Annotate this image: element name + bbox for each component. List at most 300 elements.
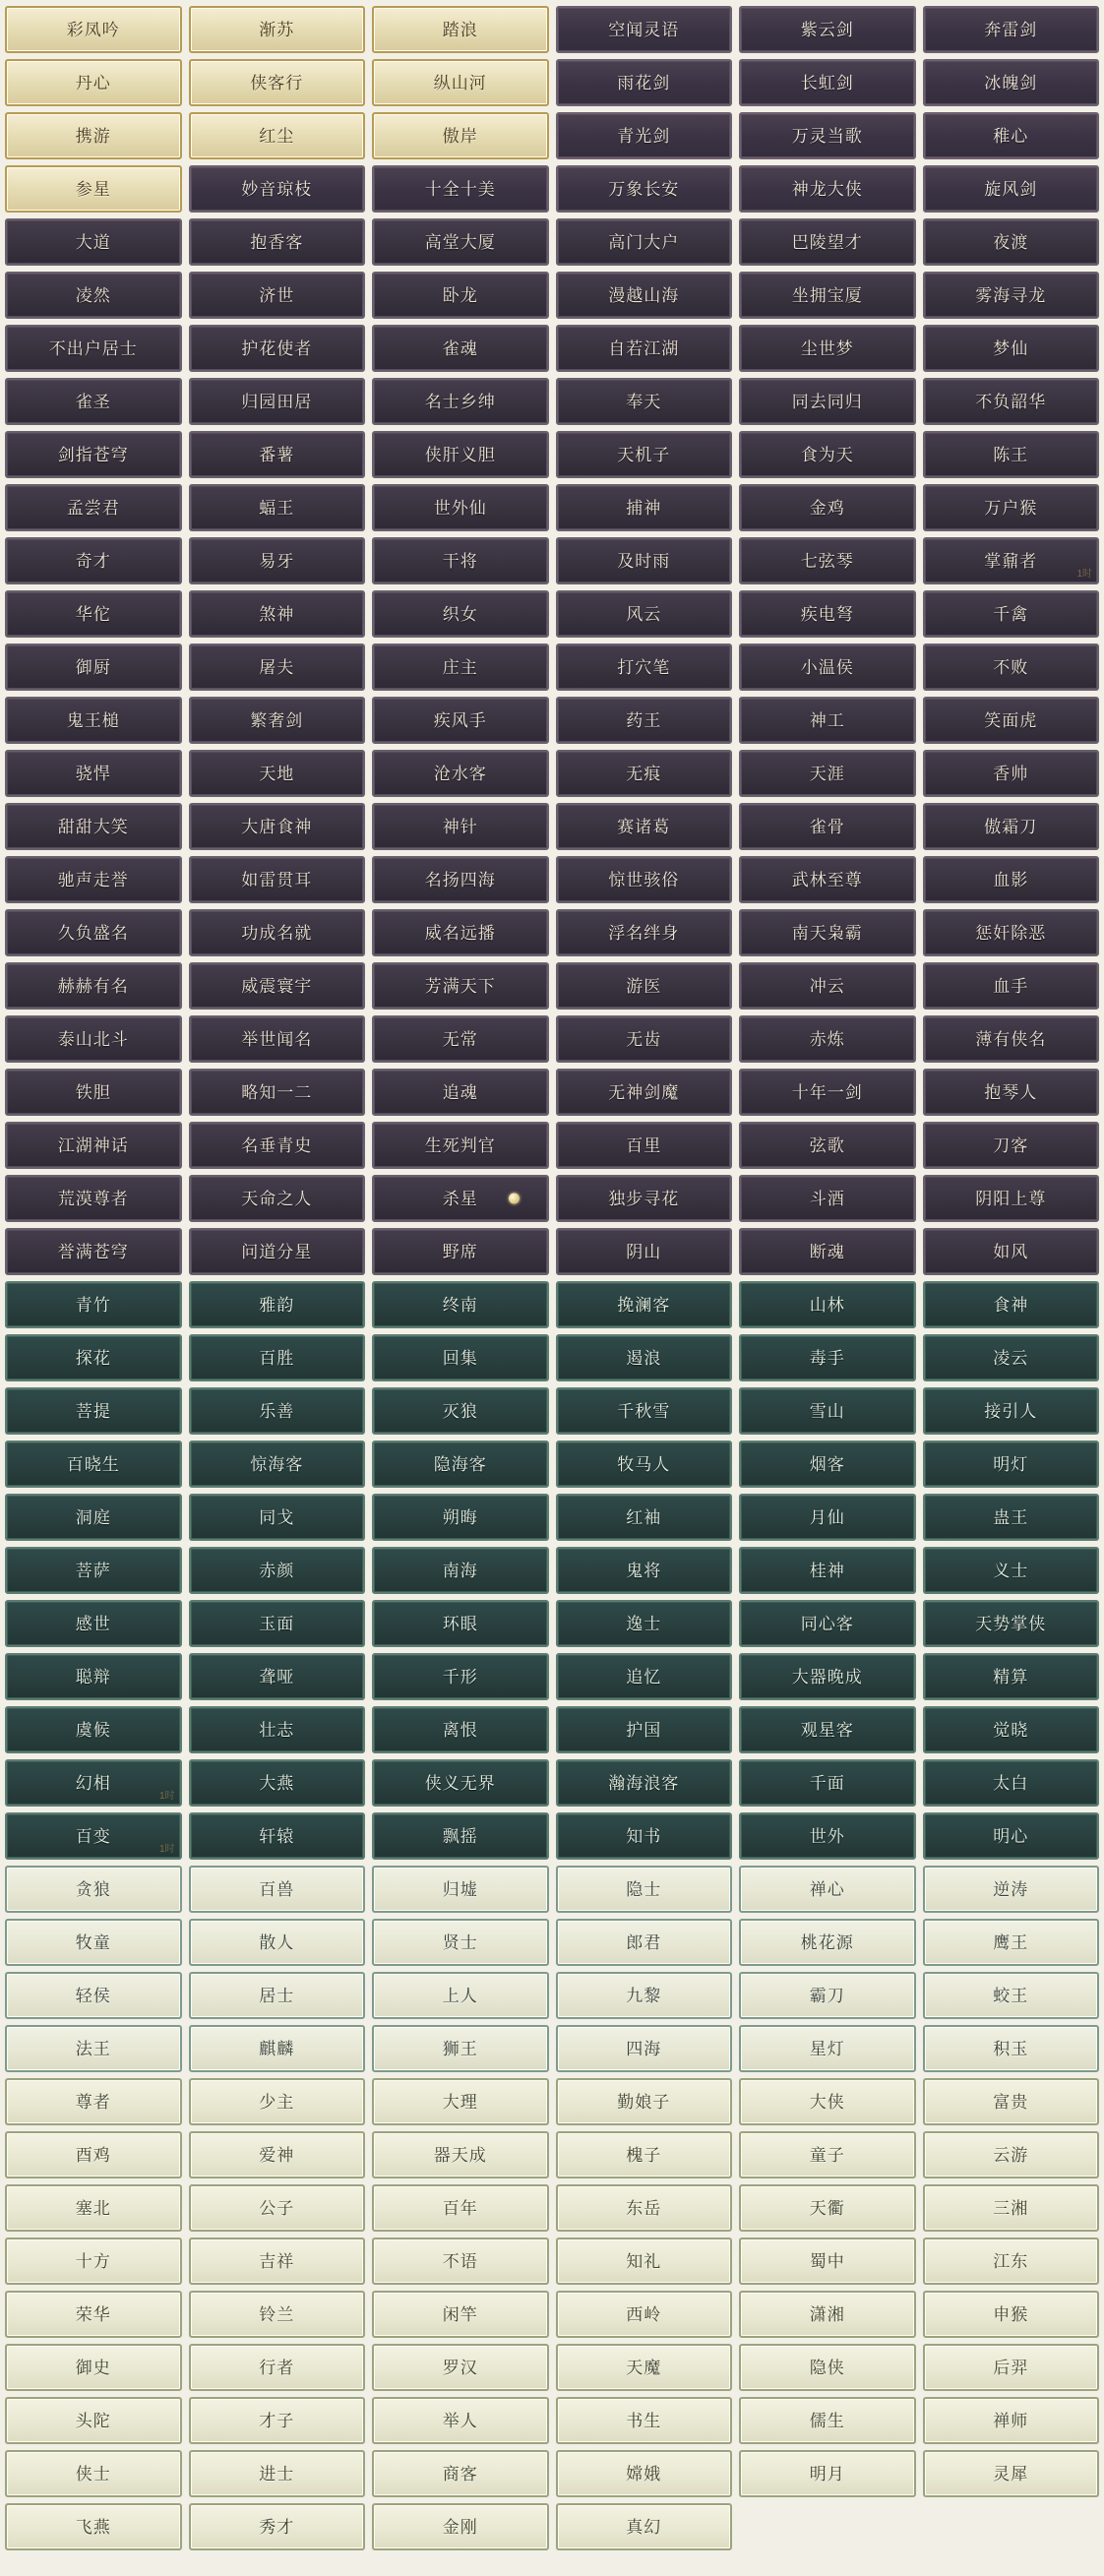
title-cell[interactable] xyxy=(372,165,549,213)
title-cell[interactable] xyxy=(189,112,366,159)
title-cell[interactable] xyxy=(5,962,182,1010)
title-cell-label: 问道分星 xyxy=(241,1242,313,1261)
title-cell[interactable] xyxy=(372,1387,549,1435)
title-cell-label: 后羿 xyxy=(993,2358,1029,2377)
title-cell[interactable] xyxy=(5,2184,182,2232)
title-cell[interactable] xyxy=(923,218,1100,266)
title-cell[interactable] xyxy=(923,1015,1100,1063)
title-cell[interactable] xyxy=(923,1547,1100,1594)
title-cell[interactable] xyxy=(372,2344,549,2391)
title-cell[interactable] xyxy=(372,1175,549,1222)
title-cell[interactable] xyxy=(372,1228,549,1275)
title-cell[interactable] xyxy=(5,218,182,266)
title-cell[interactable] xyxy=(189,697,366,744)
title-cell[interactable] xyxy=(556,1972,733,2019)
title-cell[interactable] xyxy=(372,1494,549,1541)
title-cell[interactable] xyxy=(5,1015,182,1063)
title-cell[interactable] xyxy=(372,2184,549,2232)
title-cell[interactable] xyxy=(923,1653,1100,1700)
title-cell[interactable] xyxy=(372,2025,549,2072)
title-cell[interactable] xyxy=(739,1600,916,1647)
title-cell[interactable] xyxy=(923,59,1100,106)
title-cell[interactable] xyxy=(923,2397,1100,2444)
title-cell[interactable] xyxy=(372,1281,549,1328)
title-cell[interactable] xyxy=(923,6,1100,53)
title-cell[interactable] xyxy=(189,1122,366,1169)
title-cell[interactable] xyxy=(739,378,916,425)
title-cell[interactable] xyxy=(5,2397,182,2444)
title-cell[interactable] xyxy=(189,2397,366,2444)
title-cell[interactable] xyxy=(739,2131,916,2178)
title-cell[interactable] xyxy=(372,325,549,372)
title-cell[interactable] xyxy=(739,2450,916,2497)
title-cell[interactable] xyxy=(5,803,182,850)
title-cell[interactable] xyxy=(372,1015,549,1063)
title-cell[interactable] xyxy=(923,378,1100,425)
title-cell[interactable] xyxy=(372,272,549,319)
title-cell[interactable] xyxy=(923,1494,1100,1541)
title-cell[interactable] xyxy=(556,484,733,531)
title-cell[interactable] xyxy=(739,1122,916,1169)
title-cell[interactable] xyxy=(189,750,366,797)
title-cell[interactable] xyxy=(739,2184,916,2232)
title-cell[interactable] xyxy=(5,2291,182,2338)
title-cell[interactable] xyxy=(923,165,1100,213)
title-cell[interactable] xyxy=(5,537,182,584)
title-cell[interactable] xyxy=(739,1494,916,1541)
title-cell[interactable] xyxy=(556,1069,733,1116)
title-cell[interactable] xyxy=(739,590,916,638)
title-cell[interactable] xyxy=(189,2184,366,2232)
title-cell[interactable] xyxy=(556,6,733,53)
title-cell[interactable] xyxy=(739,697,916,744)
title-cell[interactable] xyxy=(556,2078,733,2125)
title-cell[interactable] xyxy=(189,2238,366,2285)
title-cell[interactable] xyxy=(372,590,549,638)
title-cell[interactable] xyxy=(923,750,1100,797)
title-cell[interactable] xyxy=(372,1653,549,1700)
title-cell[interactable] xyxy=(5,1706,182,1753)
title-cell[interactable] xyxy=(189,1175,366,1222)
title-cell[interactable] xyxy=(923,1919,1100,1966)
title-cell[interactable] xyxy=(372,750,549,797)
title-cell[interactable] xyxy=(372,1441,549,1488)
title-cell[interactable] xyxy=(5,325,182,372)
title-cell[interactable] xyxy=(556,590,733,638)
title-cell[interactable] xyxy=(556,1759,733,1807)
title-cell[interactable] xyxy=(5,697,182,744)
title-cell[interactable] xyxy=(923,1441,1100,1488)
title-cell[interactable] xyxy=(372,1759,549,1807)
title-cell[interactable] xyxy=(372,2291,549,2338)
title-cell[interactable] xyxy=(556,165,733,213)
title-cell[interactable] xyxy=(739,2291,916,2338)
title-cell-label: 丹心 xyxy=(75,73,111,92)
title-cell[interactable] xyxy=(5,1972,182,2019)
title-cell[interactable] xyxy=(739,856,916,903)
title-cell[interactable] xyxy=(739,1812,916,1860)
title-cell[interactable] xyxy=(5,590,182,638)
title-cell[interactable] xyxy=(372,803,549,850)
title-cell-label: 济世 xyxy=(259,285,295,305)
title-cell[interactable] xyxy=(923,909,1100,956)
title-cell[interactable] xyxy=(739,1175,916,1222)
title-cell[interactable] xyxy=(372,2131,549,2178)
title-cell[interactable] xyxy=(739,1706,916,1753)
title-cell[interactable] xyxy=(372,2238,549,2285)
title-cell[interactable] xyxy=(372,2397,549,2444)
title-cell[interactable] xyxy=(923,590,1100,638)
title-cell[interactable] xyxy=(189,1228,366,1275)
title-cell[interactable] xyxy=(5,1919,182,1966)
title-cell[interactable] xyxy=(556,1706,733,1753)
title-cell[interactable] xyxy=(739,1441,916,1488)
title-cell[interactable] xyxy=(372,644,549,691)
title-cell[interactable] xyxy=(189,803,366,850)
title-cell[interactable] xyxy=(189,1387,366,1435)
title-cell-label: 铃兰 xyxy=(259,2304,295,2324)
title-cell[interactable] xyxy=(372,537,549,584)
title-cell[interactable] xyxy=(556,1175,733,1222)
title-cell[interactable] xyxy=(923,431,1100,478)
title-cell[interactable] xyxy=(372,962,549,1010)
title-cell-label: 万灵当歌 xyxy=(791,126,863,146)
title-cell[interactable] xyxy=(189,2344,366,2391)
title-cell[interactable] xyxy=(189,325,366,372)
title-cell[interactable] xyxy=(739,484,916,531)
title-cell[interactable] xyxy=(556,750,733,797)
title-cell[interactable] xyxy=(189,1069,366,1116)
title-cell[interactable] xyxy=(923,484,1100,531)
title-cell[interactable] xyxy=(5,1228,182,1275)
title-cell[interactable] xyxy=(556,537,733,584)
title-cell[interactable] xyxy=(5,1653,182,1700)
title-cell[interactable] xyxy=(739,962,916,1010)
title-cell[interactable] xyxy=(556,218,733,266)
title-cell[interactable] xyxy=(5,2078,182,2125)
title-cell[interactable] xyxy=(556,1919,733,1966)
title-cell[interactable] xyxy=(372,1812,549,1860)
title-cell[interactable] xyxy=(5,1175,182,1222)
title-cell[interactable] xyxy=(189,1972,366,2019)
title-cell-label: 隐士 xyxy=(626,1879,662,1899)
title-cell[interactable] xyxy=(372,1919,549,1966)
title-cell[interactable] xyxy=(556,697,733,744)
title-cell[interactable] xyxy=(372,1334,549,1381)
title-cell[interactable] xyxy=(5,1387,182,1435)
title-cell[interactable] xyxy=(372,2450,549,2497)
title-cell[interactable] xyxy=(739,644,916,691)
title-cell[interactable] xyxy=(5,1069,182,1116)
title-cell[interactable] xyxy=(189,484,366,531)
title-cell[interactable] xyxy=(5,112,182,159)
title-cell[interactable] xyxy=(189,1919,366,1966)
title-cell[interactable] xyxy=(372,218,549,266)
title-cell[interactable] xyxy=(372,484,549,531)
title-cell[interactable] xyxy=(189,1653,366,1700)
title-cell[interactable] xyxy=(5,1334,182,1381)
title-cell[interactable] xyxy=(189,6,366,53)
title-cell[interactable] xyxy=(923,2025,1100,2072)
title-cell[interactable] xyxy=(923,1600,1100,1647)
title-cell[interactable] xyxy=(923,1759,1100,1807)
title-cell[interactable] xyxy=(556,378,733,425)
title-cell[interactable] xyxy=(556,644,733,691)
title-cell[interactable] xyxy=(189,1015,366,1063)
title-cell[interactable] xyxy=(556,962,733,1010)
title-cell[interactable] xyxy=(5,1494,182,1541)
title-cell[interactable] xyxy=(556,1547,733,1594)
title-cell[interactable] xyxy=(5,378,182,425)
title-cell[interactable] xyxy=(556,1122,733,1169)
title-cell[interactable] xyxy=(556,1812,733,1860)
title-cell[interactable] xyxy=(556,909,733,956)
title-cell[interactable] xyxy=(923,325,1100,372)
title-cell[interactable] xyxy=(556,1334,733,1381)
title-cell[interactable] xyxy=(923,2450,1100,2497)
title-cell[interactable] xyxy=(923,2291,1100,2338)
title-cell[interactable] xyxy=(372,431,549,478)
title-cell[interactable] xyxy=(739,2078,916,2125)
title-cell[interactable] xyxy=(189,856,366,903)
title-cell[interactable] xyxy=(556,1494,733,1541)
title-cell[interactable] xyxy=(556,1866,733,1913)
title-cell[interactable] xyxy=(739,1015,916,1063)
title-cell[interactable] xyxy=(923,2131,1100,2178)
title-cell[interactable] xyxy=(923,2078,1100,2125)
title-cell[interactable] xyxy=(5,1281,182,1328)
title-cell[interactable] xyxy=(189,431,366,478)
title-cell[interactable] xyxy=(923,2238,1100,2285)
title-cell[interactable] xyxy=(5,644,182,691)
title-cell[interactable] xyxy=(5,1600,182,1647)
title-cell[interactable] xyxy=(189,2450,366,2497)
title-cell[interactable] xyxy=(189,1812,366,1860)
title-cell-label: 惩奸除恶 xyxy=(975,923,1047,943)
title-cell[interactable] xyxy=(189,1866,366,1913)
title-cell[interactable] xyxy=(5,1441,182,1488)
title-cell[interactable] xyxy=(739,325,916,372)
title-cell[interactable] xyxy=(189,272,366,319)
title-cell[interactable] xyxy=(923,112,1100,159)
title-cell[interactable] xyxy=(189,165,366,213)
title-cell[interactable] xyxy=(556,1387,733,1435)
title-cell[interactable] xyxy=(372,1547,549,1594)
title-cell[interactable] xyxy=(556,1653,733,1700)
title-cell[interactable] xyxy=(5,2131,182,2178)
title-cell[interactable] xyxy=(5,1759,182,1807)
title-cell[interactable] xyxy=(189,1334,366,1381)
title-cell[interactable] xyxy=(5,909,182,956)
title-cell[interactable] xyxy=(556,59,733,106)
title-cell[interactable] xyxy=(189,1441,366,1488)
title-cell[interactable] xyxy=(189,644,366,691)
title-cell[interactable] xyxy=(739,112,916,159)
title-cell[interactable] xyxy=(923,803,1100,850)
title-cell[interactable] xyxy=(739,803,916,850)
title-cell-label: 潇湘 xyxy=(809,2304,845,2324)
title-cell[interactable] xyxy=(923,1334,1100,1381)
title-cell[interactable] xyxy=(372,2078,549,2125)
title-cell[interactable] xyxy=(556,1281,733,1328)
title-cell[interactable] xyxy=(189,2503,366,2550)
title-cell[interactable] xyxy=(5,2344,182,2391)
title-cell[interactable] xyxy=(556,112,733,159)
title-cell[interactable] xyxy=(189,59,366,106)
title-cell[interactable] xyxy=(556,2450,733,2497)
title-cell[interactable] xyxy=(923,697,1100,744)
title-cell[interactable] xyxy=(372,856,549,903)
title-cell[interactable] xyxy=(923,1812,1100,1860)
title-cell[interactable] xyxy=(739,165,916,213)
title-cell[interactable] xyxy=(372,1069,549,1116)
title-cell[interactable] xyxy=(923,1972,1100,2019)
title-cell[interactable] xyxy=(923,537,1100,584)
title-cell[interactable] xyxy=(923,1387,1100,1435)
title-cell[interactable] xyxy=(556,1228,733,1275)
title-cell[interactable] xyxy=(556,2184,733,2232)
title-cell[interactable] xyxy=(372,2503,549,2550)
title-cell[interactable] xyxy=(372,6,549,53)
title-cell[interactable] xyxy=(5,484,182,531)
title-cell[interactable] xyxy=(739,59,916,106)
title-cell[interactable] xyxy=(556,1441,733,1488)
title-cell[interactable] xyxy=(5,59,182,106)
title-cell-label: 名垂青史 xyxy=(241,1135,313,1155)
title-cell[interactable] xyxy=(189,962,366,1010)
title-cell[interactable] xyxy=(189,2291,366,2338)
title-cell[interactable] xyxy=(923,272,1100,319)
title-cell[interactable] xyxy=(189,2025,366,2072)
title-cell[interactable] xyxy=(189,1494,366,1541)
title-cell[interactable] xyxy=(556,803,733,850)
title-cell[interactable] xyxy=(739,2344,916,2391)
title-cell[interactable] xyxy=(739,1759,916,1807)
title-cell[interactable] xyxy=(5,431,182,478)
title-cell[interactable] xyxy=(739,1334,916,1381)
title-cell[interactable] xyxy=(556,2025,733,2072)
title-cell[interactable] xyxy=(5,2238,182,2285)
title-cell[interactable] xyxy=(189,218,366,266)
title-cell[interactable] xyxy=(923,644,1100,691)
title-cell-label: 渐苏 xyxy=(259,20,295,39)
title-cell[interactable] xyxy=(556,1015,733,1063)
title-cell[interactable] xyxy=(189,2131,366,2178)
title-cell[interactable] xyxy=(923,1122,1100,1169)
title-cell[interactable] xyxy=(923,2344,1100,2391)
title-cell[interactable] xyxy=(5,272,182,319)
title-cell[interactable] xyxy=(923,856,1100,903)
title-cell[interactable] xyxy=(372,1122,549,1169)
title-cell[interactable] xyxy=(739,2238,916,2285)
title-cell[interactable] xyxy=(372,112,549,159)
title-cell[interactable] xyxy=(189,909,366,956)
title-cell[interactable] xyxy=(5,2450,182,2497)
title-cell[interactable] xyxy=(189,590,366,638)
title-cell[interactable] xyxy=(739,2397,916,2444)
title-cell[interactable] xyxy=(556,2131,733,2178)
title-cell[interactable] xyxy=(5,1547,182,1594)
title-cell[interactable] xyxy=(5,1812,182,1860)
title-cell[interactable] xyxy=(739,1547,916,1594)
title-cell[interactable] xyxy=(556,856,733,903)
title-cell-label: 大侠 xyxy=(809,2092,845,2112)
title-cell[interactable] xyxy=(739,1866,916,1913)
title-cell[interactable] xyxy=(372,1600,549,1647)
title-cell[interactable] xyxy=(556,325,733,372)
title-cell[interactable] xyxy=(739,537,916,584)
title-cell[interactable] xyxy=(372,909,549,956)
title-cell[interactable] xyxy=(556,2503,733,2550)
title-cell[interactable] xyxy=(372,59,549,106)
title-cell[interactable] xyxy=(372,378,549,425)
title-cell[interactable] xyxy=(739,909,916,956)
title-cell[interactable] xyxy=(372,1706,549,1753)
title-cell[interactable] xyxy=(556,2397,733,2444)
title-cell[interactable] xyxy=(189,1547,366,1594)
title-cell[interactable] xyxy=(5,750,182,797)
title-cell[interactable] xyxy=(739,1919,916,1966)
title-cell[interactable] xyxy=(739,218,916,266)
title-cell[interactable] xyxy=(923,1175,1100,1222)
title-cell[interactable] xyxy=(923,1706,1100,1753)
title-cell[interactable] xyxy=(5,2503,182,2550)
title-cell[interactable] xyxy=(556,2344,733,2391)
title-cell[interactable] xyxy=(5,1122,182,1169)
title-cell[interactable] xyxy=(739,6,916,53)
title-cell[interactable] xyxy=(923,1281,1100,1328)
title-cell[interactable] xyxy=(739,1069,916,1116)
title-cell[interactable] xyxy=(189,1759,366,1807)
title-cell[interactable] xyxy=(5,2025,182,2072)
title-cell[interactable] xyxy=(5,856,182,903)
title-cell[interactable] xyxy=(556,431,733,478)
title-cell[interactable] xyxy=(556,272,733,319)
title-cell[interactable] xyxy=(923,962,1100,1010)
title-cell[interactable] xyxy=(189,1600,366,1647)
title-cell[interactable] xyxy=(739,1281,916,1328)
title-cell[interactable] xyxy=(189,378,366,425)
title-cell[interactable] xyxy=(372,1866,549,1913)
title-cell[interactable] xyxy=(189,1706,366,1753)
title-cell[interactable] xyxy=(923,2184,1100,2232)
title-cell[interactable] xyxy=(739,272,916,319)
title-cell[interactable] xyxy=(189,537,366,584)
title-cell[interactable] xyxy=(372,697,549,744)
title-cell[interactable] xyxy=(739,1972,916,2019)
title-cell[interactable] xyxy=(739,2025,916,2072)
title-cell[interactable] xyxy=(739,431,916,478)
title-cell[interactable] xyxy=(739,750,916,797)
title-cell[interactable] xyxy=(5,1866,182,1913)
title-cell[interactable] xyxy=(923,1228,1100,1275)
title-cell[interactable] xyxy=(739,1228,916,1275)
title-cell[interactable] xyxy=(372,1972,549,2019)
title-cell[interactable] xyxy=(923,1866,1100,1913)
title-cell[interactable] xyxy=(556,1600,733,1647)
title-cell[interactable] xyxy=(189,2078,366,2125)
title-cell-label: 举世闻名 xyxy=(241,1029,313,1049)
title-cell[interactable] xyxy=(5,6,182,53)
title-cell-label: 百年 xyxy=(442,2198,478,2218)
title-cell[interactable] xyxy=(923,1069,1100,1116)
title-cell[interactable] xyxy=(189,1281,366,1328)
title-cell[interactable] xyxy=(556,2291,733,2338)
title-cell[interactable] xyxy=(5,165,182,213)
title-cell[interactable] xyxy=(739,1653,916,1700)
title-cell[interactable] xyxy=(739,1387,916,1435)
title-cell[interactable] xyxy=(556,2238,733,2285)
